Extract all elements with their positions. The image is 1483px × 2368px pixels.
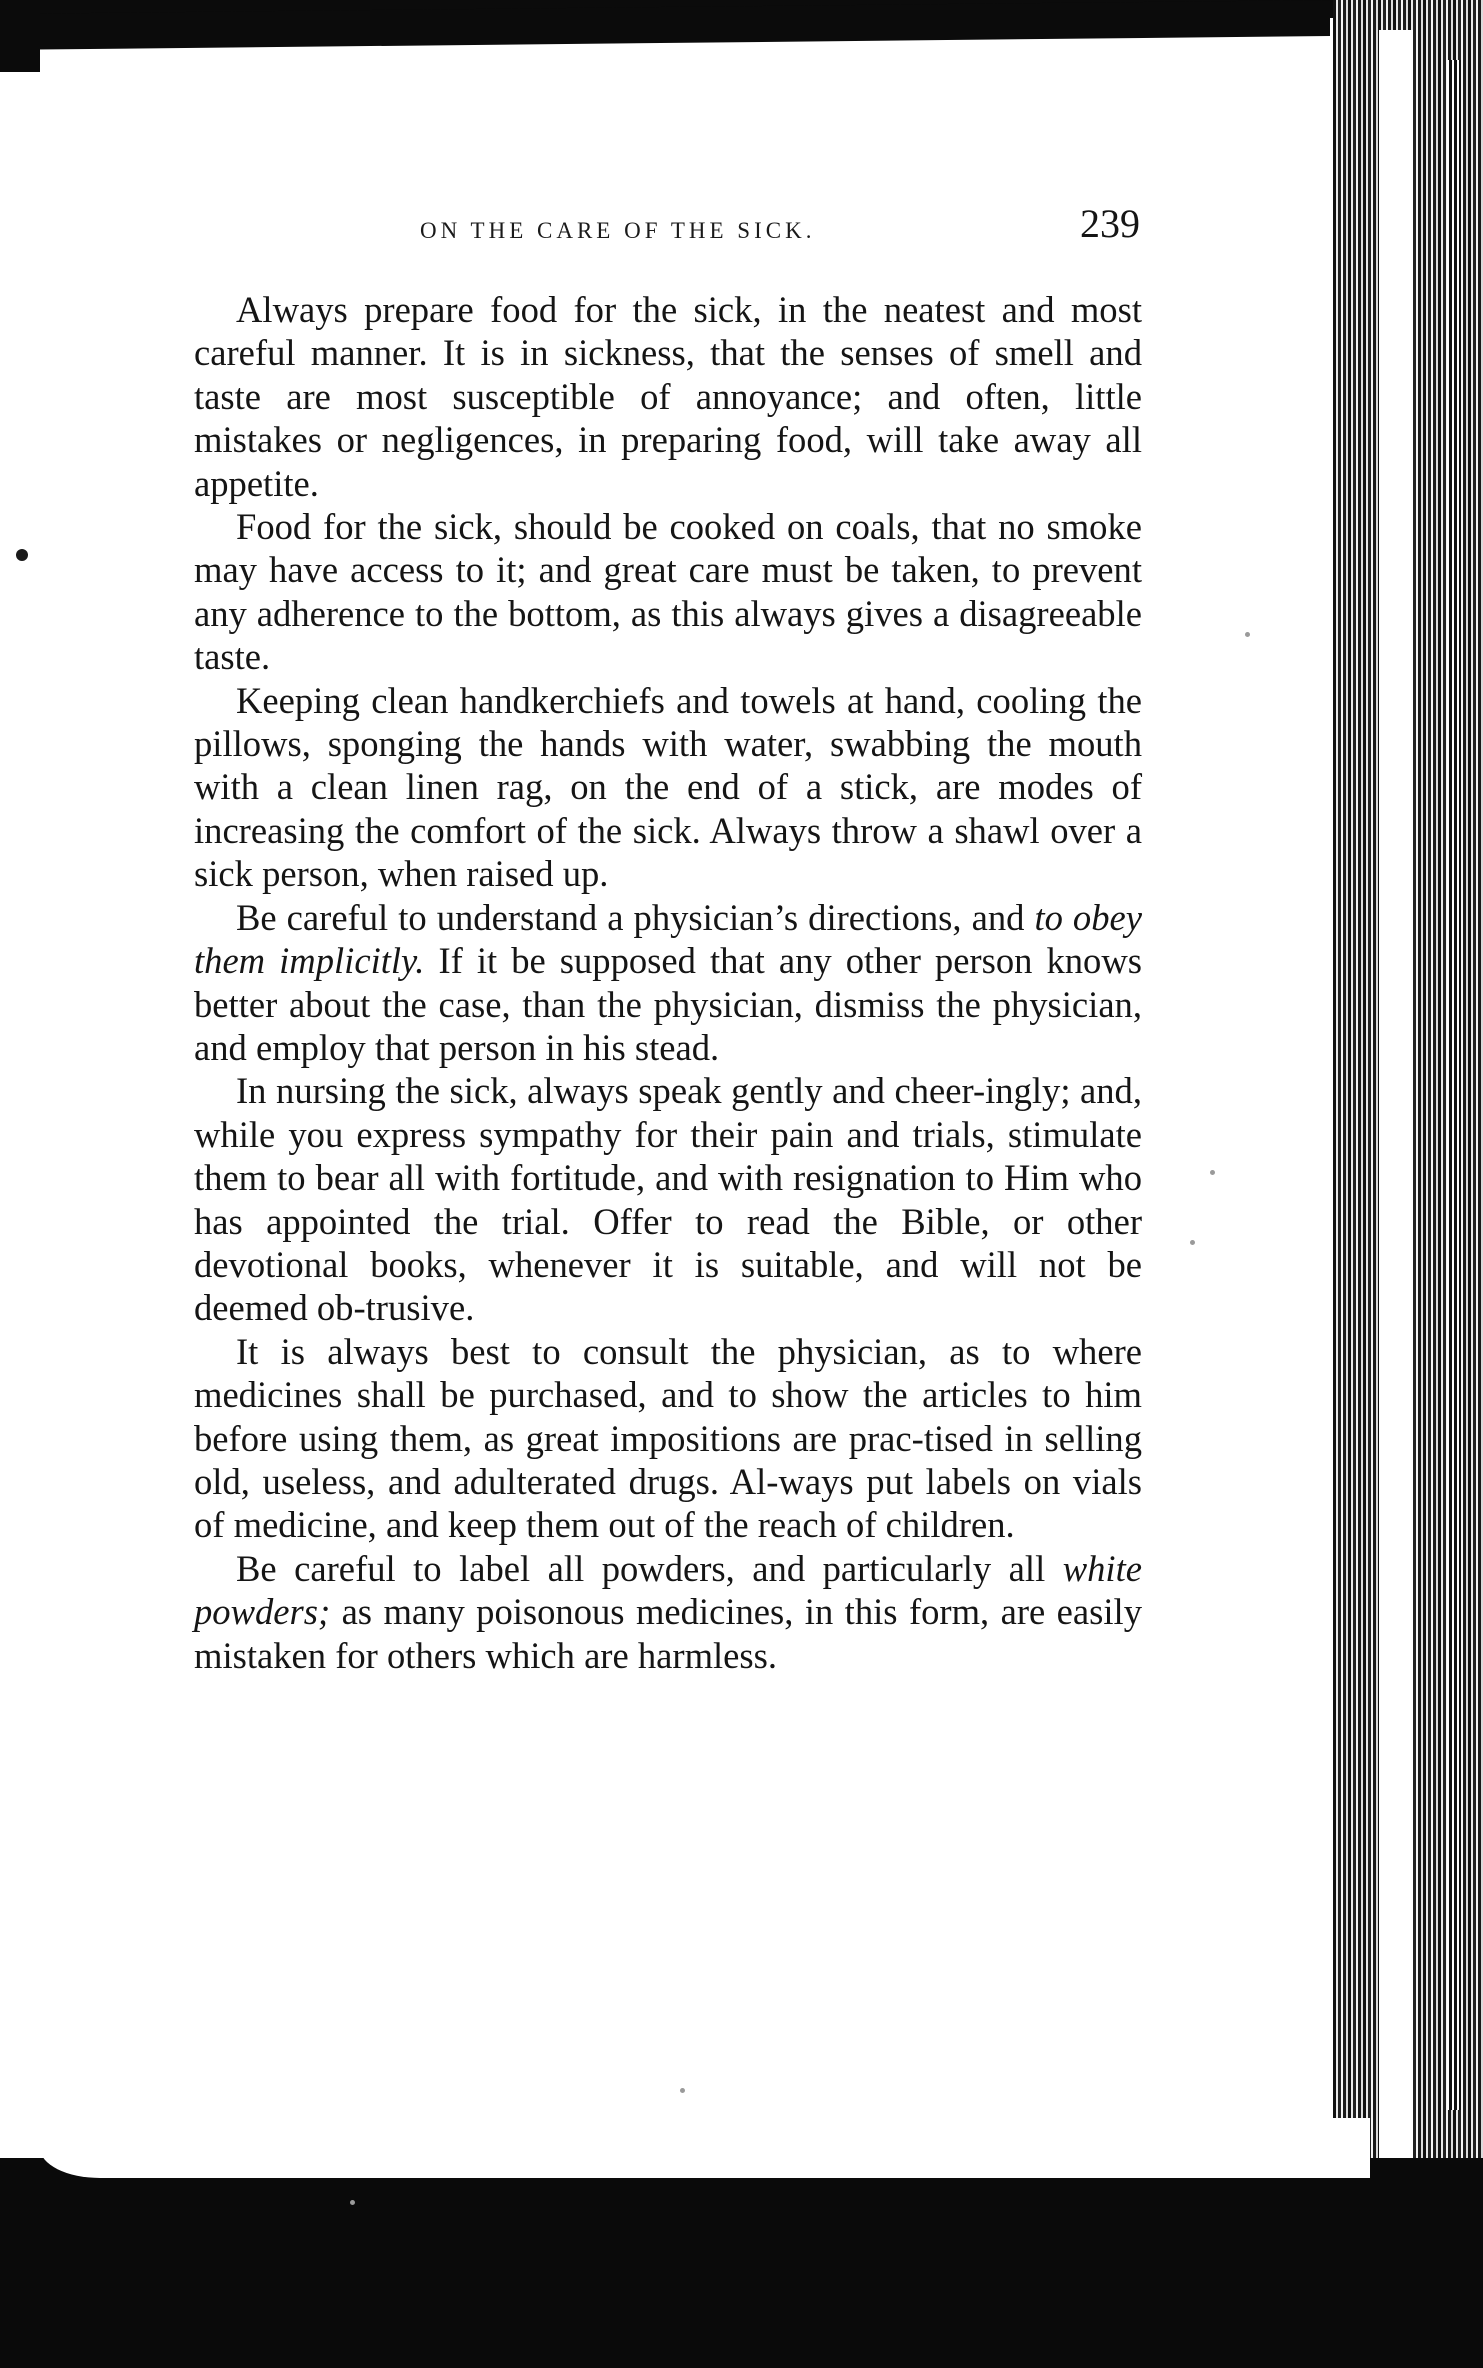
page-number: 239 bbox=[1080, 201, 1140, 246]
paragraph-text: Be careful to understand a physician’s directions, and bbox=[236, 896, 1035, 938]
paragraph-label-powders bbox=[194, 1547, 1142, 1677]
scan-speck bbox=[1245, 632, 1250, 637]
italic-emphasis: to obey them implicitly. bbox=[194, 896, 1142, 982]
page-bottom-curve bbox=[40, 2118, 1370, 2178]
margin-ink-spot bbox=[16, 549, 28, 561]
paragraph-cooking-on-coals: Food for the sick, should be cooked on coals, that no smoke may have access to it; and great care must be taken, to prevent any adherence to the bottom, as this always gives a disagreeable taste. bbox=[194, 506, 1142, 678]
scan-speck bbox=[1190, 1240, 1195, 1245]
paragraph-text: as many poisonous medicines, in this form, are easily mistaken for others which are harmless. bbox=[194, 1591, 1142, 1676]
scan-speck bbox=[350, 2200, 355, 2205]
paragraph-text: If it be supposed that any other person knows better about the case, than the physician, dismiss the physician, and employ that person in his stead. bbox=[194, 940, 1142, 1068]
paragraph-text: Be careful to label all powders, and particularly all bbox=[236, 1547, 1063, 1589]
gutter-page-stack bbox=[1447, 60, 1461, 2110]
paragraph-food-preparation: Always prepare food for the sick, in the neatest and most careful manner. It is in sickness, that the senses of smell and taste are most susceptible of annoyance; and often, little mistakes or negligences, in preparing food, will take away all appetite. bbox=[194, 289, 1142, 504]
scan-speck bbox=[680, 2088, 685, 2093]
running-head: ON THE CARE OF THE SICK. bbox=[420, 218, 816, 243]
body-text bbox=[194, 288, 1142, 1677]
scan-bottom-border bbox=[0, 2158, 1483, 2368]
gutter-page-edge bbox=[1379, 30, 1413, 2180]
paragraph-physician-directions bbox=[194, 896, 1142, 1070]
italic-emphasis: white powders; bbox=[194, 1547, 1142, 1633]
paragraph-medicines: It is always best to consult the physician, as to where medicines shall be purchased, and to show the articles to him before using them, as great impositions are prac-tised in selling old, useless, and adulterated drugs. Al-ways put labels on vials of medicine, and keep them out of the reach of children. bbox=[194, 1330, 1142, 1546]
scan-top-left-corner bbox=[0, 0, 40, 72]
paragraph-comfort-of-sick: Keeping clean handkerchiefs and towels at hand, cooling the pillows, sponging the hands with water, swabbing the mouth with a clean linen rag, on the end of a stick, are modes of increasing the comfort of the sick. Always throw a shawl over a sick person, when raised up. bbox=[194, 679, 1142, 895]
paragraph-nursing-gently: In nursing the sick, always speak gently and cheer-ingly; and, while you express sympathy for their pain and trials, stimulate them to bear all with fortitude, and with resignation to Him who has appointed the trial. Offer to read the Bible, or other devotional books, whenever it is suitable, and will not be deemed ob-trusive. bbox=[194, 1070, 1142, 1329]
scan-speck bbox=[1210, 1170, 1215, 1175]
